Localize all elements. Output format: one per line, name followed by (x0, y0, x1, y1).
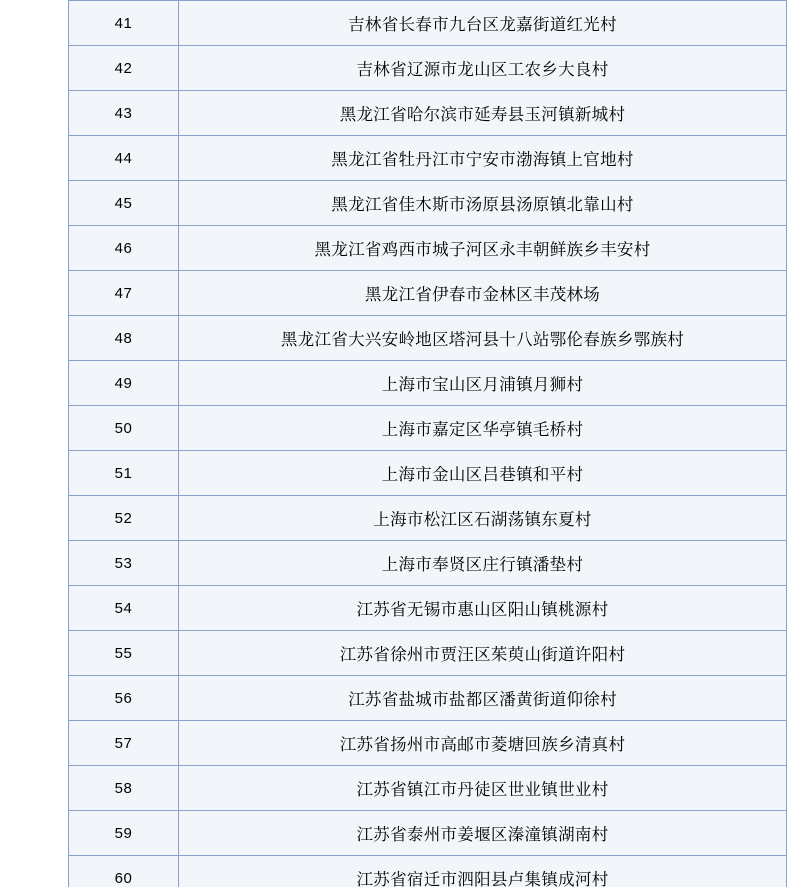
row-index-cell: 45 (69, 181, 179, 226)
table-row (69, 631, 787, 676)
row-index-cell: 58 (69, 766, 179, 811)
row-index-cell: 49 (69, 361, 179, 406)
row-name-cell: 上海市宝山区月浦镇月狮村 (179, 361, 787, 406)
row-index-cell: 57 (69, 721, 179, 766)
table-row (69, 496, 787, 541)
row-name-cell: 黑龙江省佳木斯市汤原县汤原镇北靠山村 (179, 181, 787, 226)
row-index-cell: 60 (69, 856, 179, 887)
row-name-cell: 黑龙江省哈尔滨市延寿县玉河镇新城村 (179, 91, 787, 136)
row-name-cell: 吉林省长春市九台区龙嘉街道红光村 (179, 1, 787, 46)
row-index-cell: 46 (69, 226, 179, 271)
table-row (69, 541, 787, 586)
row-name-cell: 江苏省盐城市盐都区潘黄街道仰徐村 (179, 676, 787, 721)
row-index-cell: 51 (69, 451, 179, 496)
row-index-cell: 54 (69, 586, 179, 631)
table-row (69, 1, 787, 46)
table-row (69, 181, 787, 226)
table-row (69, 136, 787, 181)
row-index-cell: 59 (69, 811, 179, 856)
row-name-cell: 黑龙江省鸡西市城子河区永丰朝鲜族乡丰安村 (179, 226, 787, 271)
row-index-cell: 47 (69, 271, 179, 316)
table-row (69, 811, 787, 856)
row-index-cell: 50 (69, 406, 179, 451)
row-index-cell: 55 (69, 631, 179, 676)
row-name-cell: 黑龙江省大兴安岭地区塔河县十八站鄂伦春族乡鄂族村 (179, 316, 787, 361)
row-name-cell: 上海市松江区石湖荡镇东夏村 (179, 496, 787, 541)
table-row (69, 721, 787, 766)
table-row (69, 586, 787, 631)
row-name-cell: 江苏省无锡市惠山区阳山镇桃源村 (179, 586, 787, 631)
row-index-cell: 56 (69, 676, 179, 721)
row-name-cell: 上海市奉贤区庄行镇潘垫村 (179, 541, 787, 586)
row-index-cell: 41 (69, 1, 179, 46)
row-name-cell: 江苏省徐州市贾汪区茱萸山街道许阳村 (179, 631, 787, 676)
table-row (69, 226, 787, 271)
table-row (69, 856, 787, 887)
table-row (69, 91, 787, 136)
row-name-cell: 江苏省宿迁市泗阳县卢集镇成河村 (179, 856, 787, 887)
table-row (69, 766, 787, 811)
table-body (69, 1, 787, 887)
row-index-cell: 52 (69, 496, 179, 541)
village-list-table (68, 0, 787, 887)
row-name-cell: 黑龙江省伊春市金林区丰茂林场 (179, 271, 787, 316)
row-index-cell: 42 (69, 46, 179, 91)
row-index-cell: 43 (69, 91, 179, 136)
row-name-cell: 黑龙江省牡丹江市宁安市渤海镇上官地村 (179, 136, 787, 181)
table-row (69, 406, 787, 451)
table-row (69, 316, 787, 361)
row-name-cell: 江苏省镇江市丹徒区世业镇世业村 (179, 766, 787, 811)
row-name-cell: 江苏省扬州市高邮市菱塘回族乡清真村 (179, 721, 787, 766)
row-index-cell: 44 (69, 136, 179, 181)
row-name-cell: 吉林省辽源市龙山区工农乡大良村 (179, 46, 787, 91)
table-row (69, 451, 787, 496)
row-name-cell: 江苏省泰州市姜堰区溱潼镇湖南村 (179, 811, 787, 856)
row-name-cell: 上海市嘉定区华亭镇毛桥村 (179, 406, 787, 451)
table-row (69, 676, 787, 721)
table-row (69, 46, 787, 91)
table-row (69, 361, 787, 406)
row-index-cell: 53 (69, 541, 179, 586)
row-name-cell: 上海市金山区吕巷镇和平村 (179, 451, 787, 496)
row-index-cell: 48 (69, 316, 179, 361)
table-row (69, 271, 787, 316)
